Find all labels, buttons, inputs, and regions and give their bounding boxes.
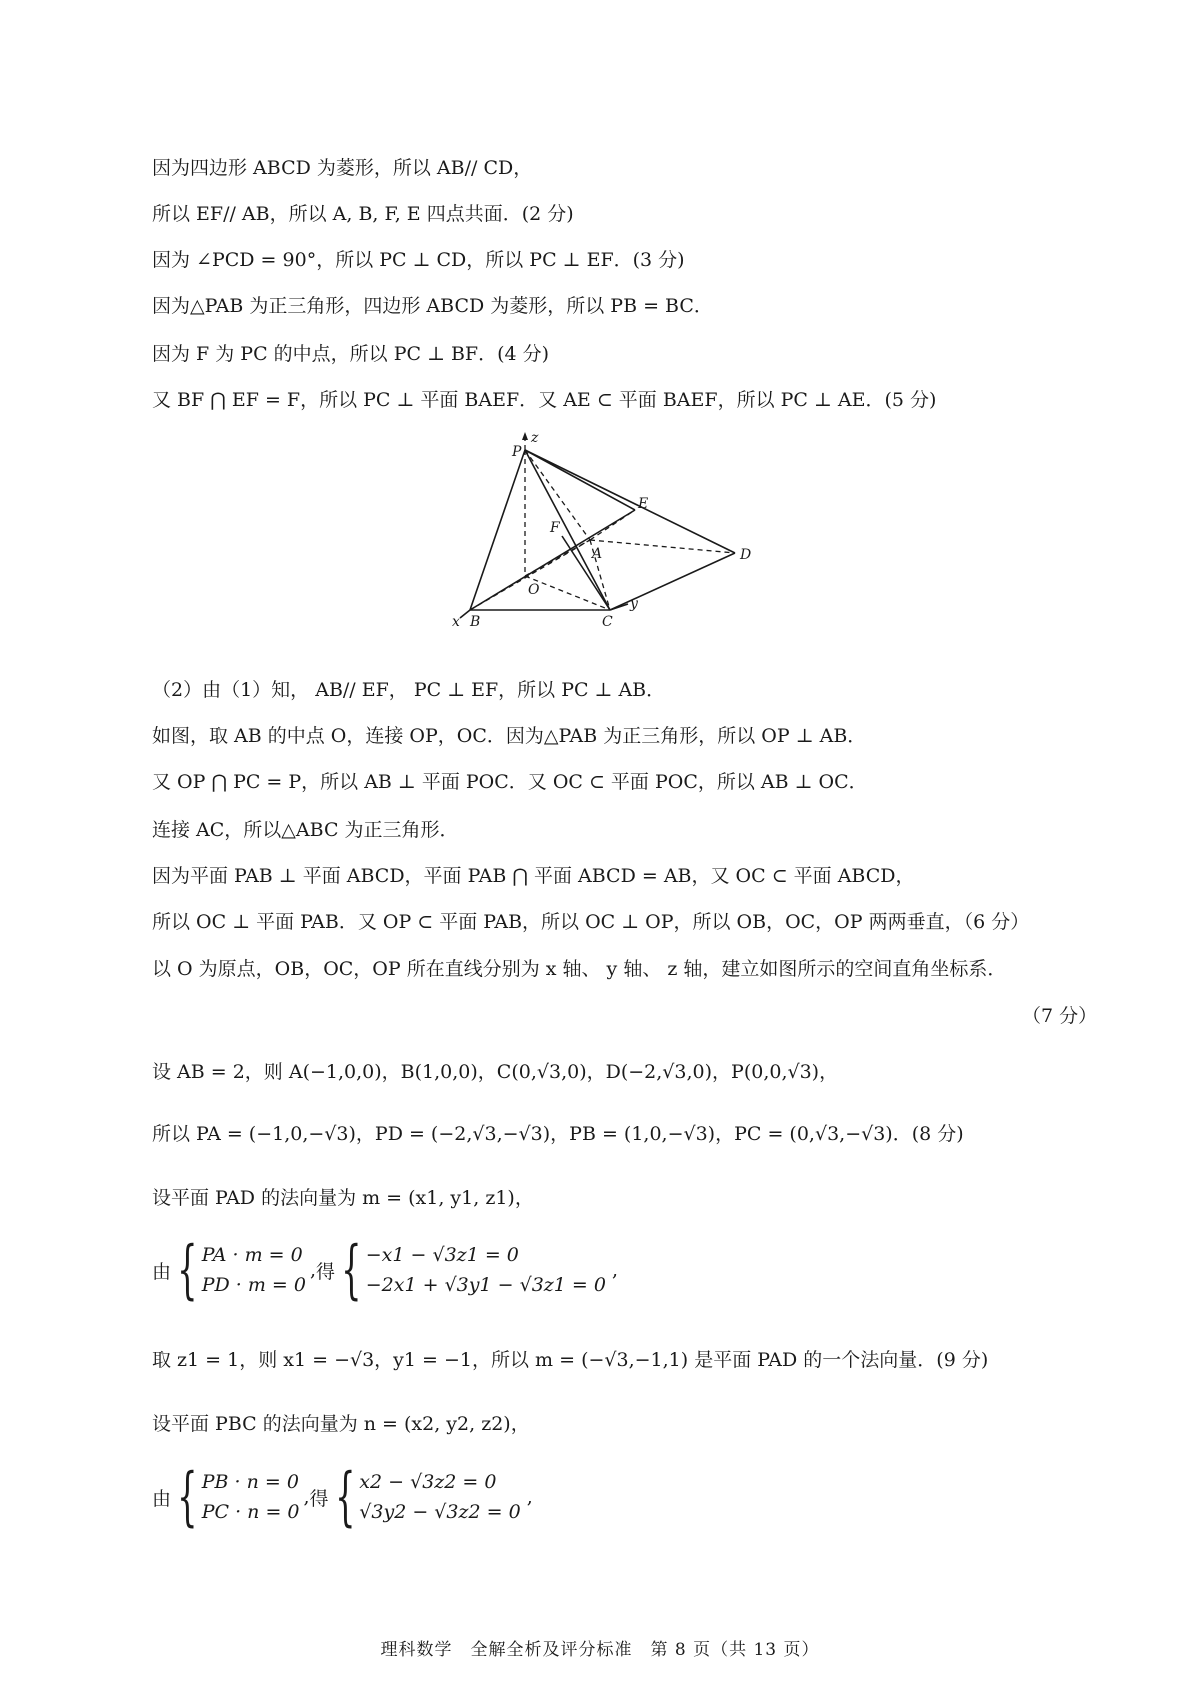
label-y: y	[630, 596, 638, 612]
text-line-12: 所以 OC ⊥ 平面 PAB．又 OP ⊂ 平面 PAB，所以 OC ⊥ OP，所以 OB，OC，OP 两两垂直，（6 分）	[152, 911, 1030, 933]
text-line-13: 以 O 为原点，OB，OC，OP 所在直线分别为 x 轴、 y 轴、 z 轴，建立如图所示的空间直角坐标系．	[152, 958, 1007, 980]
equation-system-1: 由 { PA · m = 0 PD · m = 0 , 得 { −x1 − √3z1 = 0 −2x1 + √3y1 − √3z1 = 0 ,	[152, 1233, 619, 1307]
label-P: P	[512, 444, 522, 460]
text-line-11: 因为平面 PAB ⊥ 平面 ABCD，平面 PAB ⋂ 平面 ABCD = AB，又 OC ⊂ 平面 ABCD，	[152, 865, 915, 887]
text-line-19: 设平面 PBC 的法向量为 n = (x2, y2, z2)，	[152, 1413, 530, 1435]
text-line-5: 因为 F 为 PC 的中点，所以 PC ⊥ BF．(4 分)	[152, 343, 550, 365]
label-x: x	[452, 614, 460, 628]
equation-system-2: 由 { PB · n = 0 PC · n = 0 , 得 { x2 − √3z2 = 0 √3y2 − √3z2 = 0 ,	[152, 1460, 533, 1534]
score-7: （7 分）	[1022, 1005, 1098, 1027]
label-E: E	[638, 496, 649, 512]
text-line-8: 如图，取 AB 的中点 O，连接 OP，OC．因为△PAB 为正三角形，所以 OP ⊥ AB．	[152, 725, 867, 747]
text-line-6: 又 BF ⋂ EF = F，所以 PC ⊥ 平面 BAEF．又 AE ⊂ 平面 BAEF，所以 PC ⊥ AE．(5 分)	[152, 389, 937, 411]
text-line-1: 因为四边形 ABCD 为菱形，所以 AB// CD，	[152, 157, 533, 179]
word-de: 得	[316, 1260, 336, 1283]
sys1-b1: −x1 − √3z1 = 0	[365, 1244, 519, 1266]
label-C: C	[602, 614, 613, 628]
label-O: O	[528, 582, 540, 598]
sys2-b1: x2 − √3z2 = 0	[359, 1471, 497, 1493]
label-F: F	[550, 520, 560, 536]
sys2-a2: PC · n = 0	[201, 1501, 300, 1523]
text-line-3: 因为 ∠PCD = 90°，所以 PC ⊥ CD，所以 PC ⊥ EF．(3 分)	[152, 249, 685, 271]
label-D: D	[740, 547, 752, 563]
text-line-9: 又 OP ⋂ PC = P，所以 AB ⊥ 平面 POC．又 OC ⊂ 平面 POC，所以 AB ⊥ OC．	[152, 771, 868, 793]
text-line-15: 设 AB = 2，则 A(−1,0,0)，B(1,0,0)，C(0,√3,0)，D(−2,√3,0)，P(0,0,√3)，	[152, 1061, 839, 1083]
text-line-10: 连接 AC，所以△ABC 为正三角形．	[152, 819, 459, 841]
text-line-18: 取 z1 = 1，则 x1 = −√3，y1 = −1，所以 m = (−√3,−1,1) 是平面 PAD 的一个法向量．(9 分)	[152, 1349, 989, 1371]
text-line-17: 设平面 PAD 的法向量为 m = (x1, y1, z1)，	[152, 1187, 534, 1209]
label-A: A	[592, 546, 603, 562]
text-line-2: 所以 EF// AB，所以 A, B, F, E 四点共面．(2 分)	[152, 203, 574, 225]
sys1-a1: PA · m = 0	[201, 1244, 303, 1266]
sys1-a2: PD · m = 0	[201, 1274, 306, 1296]
sys2-b2: √3y2 − √3z2 = 0	[359, 1501, 521, 1523]
geometry-figure	[440, 428, 770, 628]
label-B: B	[470, 614, 481, 628]
sys1-b2: −2x1 + √3y1 − √3z1 = 0	[365, 1274, 606, 1296]
text-line-7: （2）由（1）知， AB// EF， PC ⊥ EF，所以 PC ⊥ AB．	[152, 679, 666, 701]
text-line-4: 因为△PAB 为正三角形，四边形 ABCD 为菱形，所以 PB = BC．	[152, 295, 713, 317]
word-you-2: 由	[152, 1487, 172, 1510]
label-z: z	[531, 430, 539, 446]
word-you: 由	[152, 1260, 172, 1283]
text-line-16: 所以 PA = (−1,0,−√3)，PD = (−2,√3,−√3)，PB = (1,0,−√3)，PC = (0,√3,−√3)．(8 分)	[152, 1123, 964, 1145]
sys2-a1: PB · n = 0	[201, 1471, 299, 1493]
page-footer: 理科数学 全解全析及评分标准 第 8 页（共 13 页）	[380, 1640, 820, 1660]
word-de-2: 得	[309, 1487, 329, 1510]
